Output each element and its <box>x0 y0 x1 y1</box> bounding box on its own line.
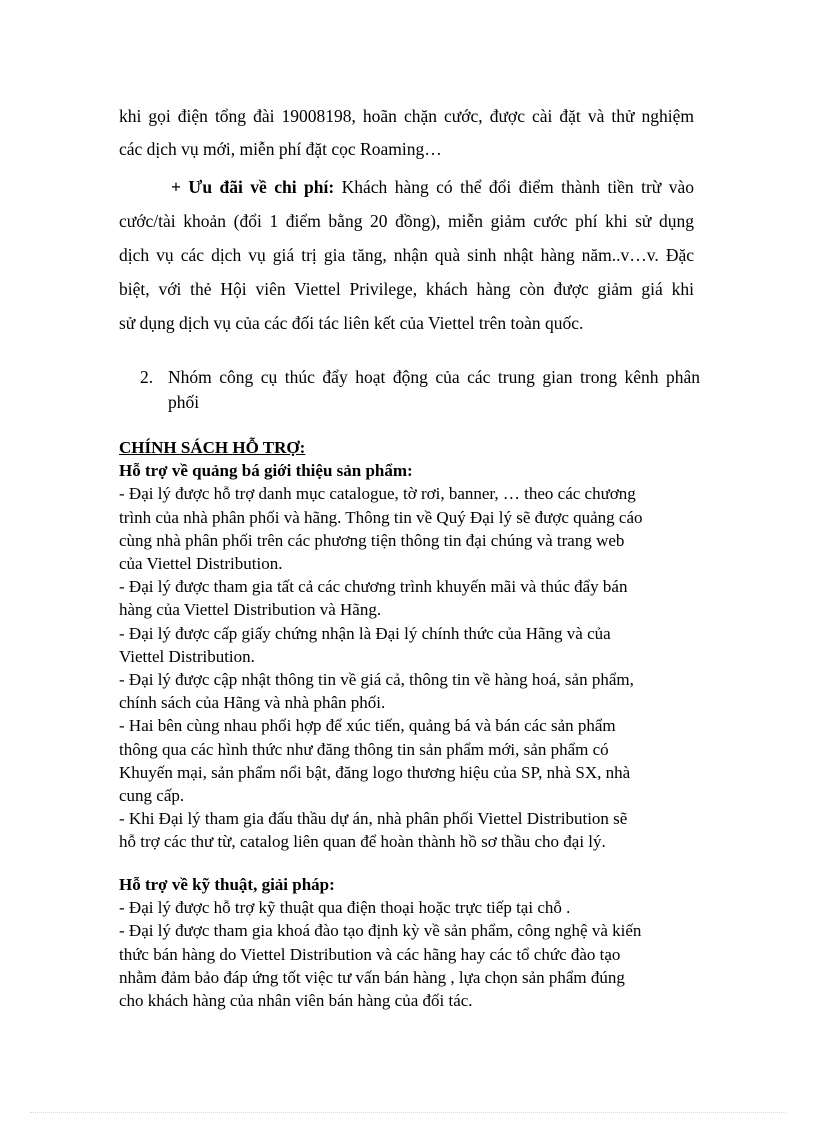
text-line: của Viettel Distribution. <box>119 554 283 574</box>
text-line: cho khách hàng của nhân viên bán hàng của đối tác. <box>119 991 473 1011</box>
text-line: chính sách của Hãng và nhà phân phối. <box>119 693 386 713</box>
section-title: CHÍNH SÁCH HỖ TRỢ: <box>119 438 306 457</box>
text-line: khi gọi điện tổng đài 19008198, hoãn chặn cước, được cài đặt và thử nghiệm <box>119 106 694 126</box>
text-line: các dịch vụ mới, miễn phí đặt cọc Roaming… <box>119 139 442 159</box>
text-line: hỗ trợ các thư từ, catalog liên quan để hoàn thành hồ sơ thầu cho đại lý. <box>119 832 606 852</box>
section-heading <box>119 459 694 482</box>
section-heading <box>119 873 694 896</box>
numbered-item-line: phối <box>168 392 200 412</box>
text-line: cước/tài khoản (đổi 1 điểm bằng 20 đồng), miễn giảm cước phí khi sử dụng <box>119 211 694 231</box>
text-line: dịch vụ các dịch vụ giá trị gia tăng, nhận quà sinh nhật hàng năm..v…v. Đặc <box>119 245 694 265</box>
text-line: Viettel Distribution. <box>119 646 255 666</box>
text-line: sử dụng dịch vụ của các đối tác liên kết của Viettel trên toàn quốc. <box>119 313 584 333</box>
text-line: Khuyến mại, sản phẩm nổi bật, đăng logo thương hiệu của SP, nhà SX, nhà <box>119 762 631 782</box>
list-marker: 2. <box>140 367 154 387</box>
text-line <box>119 170 694 204</box>
section-heading-text: Hỗ trợ về kỹ thuật, giải pháp: <box>119 875 335 894</box>
text-line: - Hai bên cùng nhau phối hợp để xúc tiến, quảng bá và bán các sản phẩm <box>119 716 616 736</box>
technical-support-section <box>119 873 694 1012</box>
support-list <box>119 482 694 853</box>
cost-benefit-text: Khách hàng có thể đổi điểm thành tiền trừ vào <box>334 177 694 197</box>
text-line: cung cấp. <box>119 786 185 806</box>
paragraph-benefits-continued <box>119 100 694 166</box>
text-line: - Đại lý được hỗ trợ kỹ thuật qua điện thoại hoặc trực tiếp tại chỗ . <box>119 898 571 918</box>
page-footer-rule <box>30 1112 786 1113</box>
text-line: - Đại lý được hỗ trợ danh mục catalogue, tờ rơi, banner, … theo các chương <box>119 484 636 504</box>
text-line: cùng nhà phân phối trên các phương tiện thông tin đại chúng và trang web <box>119 530 625 550</box>
text-line: - Đại lý được tham gia tất cả các chương trình khuyến mãi và thúc đẩy bán <box>119 577 628 597</box>
text-line: - Khi Đại lý tham gia đấu thầu dự án, nhà phân phối Viettel Distribution sẽ <box>119 809 628 829</box>
text-line: trình của nhà phân phối và hãng. Thông tin về Quý Đại lý sẽ được quảng cáo <box>119 507 643 527</box>
numbered-item <box>140 365 700 415</box>
section-heading-text: Hỗ trợ về quảng bá giới thiệu sản phẩm: <box>119 461 413 481</box>
cost-benefit-label: + Ưu đãi về chi phí: <box>171 177 335 197</box>
text-line: hàng của Viettel Distribution và Hãng. <box>119 600 382 620</box>
text-line: biệt, với thẻ Hội viên Viettel Privilege, khách hàng còn được giảm giá khi <box>119 279 694 299</box>
text-line: - Đại lý được tham gia khoá đào tạo định kỳ về sản phẩm, công nghệ và kiến <box>119 921 642 941</box>
numbered-item-line: Nhóm công cụ thúc đẩy hoạt động của các trung gian trong kênh phân <box>168 367 700 387</box>
text-line: - Đại lý được cập nhật thông tin về giá cả, thông tin về hàng hoá, sản phẩm, <box>119 670 634 690</box>
text-line: thức bán hàng do Viettel Distribution và các hãng hay các tổ chức đào tạo <box>119 944 621 964</box>
text-line: - Đại lý được cấp giấy chứng nhận là Đại lý chính thức của Hãng và của <box>119 623 611 643</box>
text-line: nhằm đảm bảo đáp ứng tốt việc tư vấn bán hàng , lựa chọn sản phẩm đúng <box>119 967 625 987</box>
text-line: thông qua các hình thức như đăng thông tin sản phẩm mới, sản phẩm có <box>119 739 609 759</box>
paragraph-cost-benefits <box>119 170 694 340</box>
support-policy-section <box>119 436 694 854</box>
technical-list <box>119 896 694 1012</box>
